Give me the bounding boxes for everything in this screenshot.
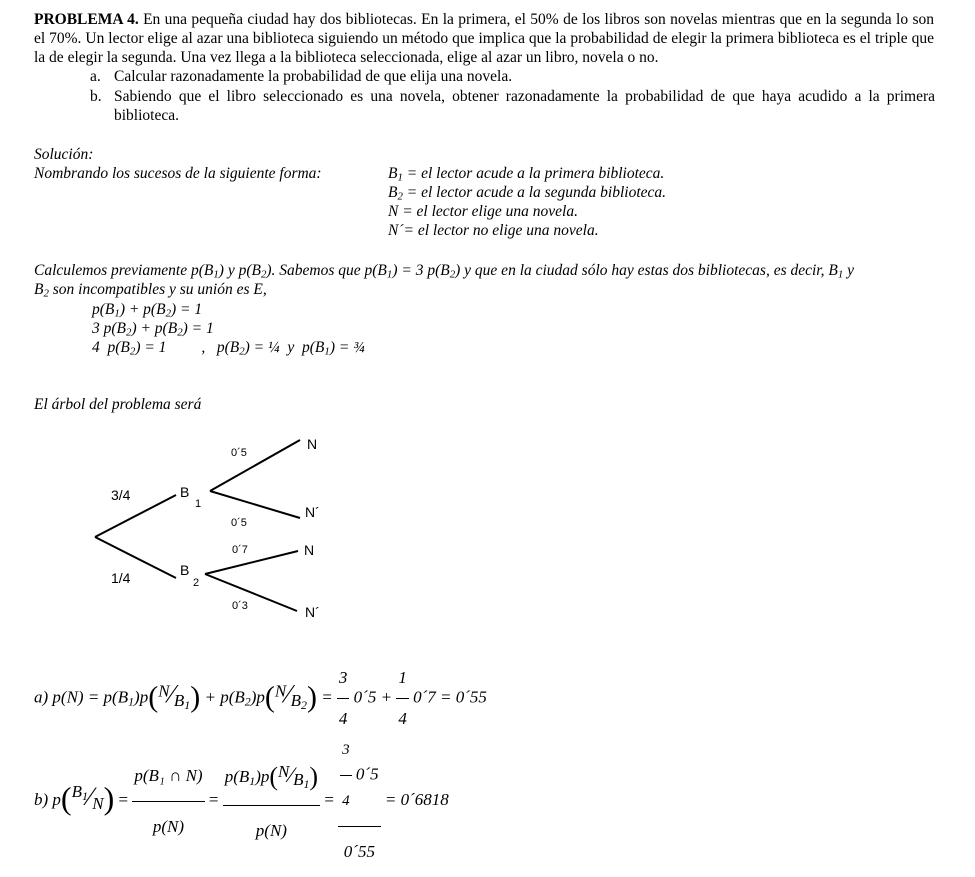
problem-text: En una pequeña ciudad hay dos bibliotecas. En la primera, el 50% de los libros son novelas mientras que en la segunda lo son el 70%. Un lector elige al azar una biblioteca siguiendo un método que implica que la probabilidad de elegir la primera biblioteca es el triple que la de elegir la segunda. Una vez llega a la biblioteca seleccionada, elige al azar un libro, novela o no. [34, 11, 934, 66]
prob-n-given-b1: 0´5 [231, 447, 247, 459]
leaf-notn-b1: N´ [305, 504, 320, 520]
naming-intro: Nombrando los sucesos de la siguiente forma: [34, 165, 322, 182]
solution-label: Solución: [34, 146, 94, 163]
equation-3: 4 $p(B_2) = 1$ , $p(B_2)$ = ¼ y $p(B_1)$ = ¾ [92, 339, 365, 358]
tree-intro: El árbol del problema será [34, 396, 202, 413]
fraction-3-4: $\frac{3}{4}$ [337, 658, 350, 739]
prob-b1-label: 3/4 [111, 487, 131, 503]
event-b1: $B_1$ = el lector acude a la primera biblioteca. [388, 165, 665, 184]
branch-b1-n [210, 440, 300, 491]
fraction-numeric: $\frac{3}{4}$ 0´5 0´55 [338, 725, 380, 877]
calc-line-2: $B_2$ son incompatibles y su unión es E, [34, 281, 267, 300]
calc-line-1: Calculemos previamente $p(B_1)$ y $p(B_2)$. Sabemos que $p(B_1) = 3$ $p(B_2)$ y que en la ciudad sólo hay estas dos bibliotecas, es decir, $B_1$ y [34, 262, 855, 281]
fraction-bayes: $\frac{p(B_1)p(N⁄B_1)}{p(N)}$ [223, 747, 320, 856]
equation-2: 3 $p(B_2) + p(B_2) = 1$ [92, 320, 214, 339]
prob-notn-given-b2: 0´3 [232, 600, 248, 612]
item-text: Sabiendo que el libro seleccionado es una novela, obtener razonadamente la probabilidad de que haya acudido a la primera biblioteca. [114, 88, 935, 124]
branch-root-b2 [95, 537, 176, 578]
fraction-conditional: $\frac{\text{p(B₁ ∩ N)}}{p(N)}$ [132, 751, 204, 852]
event-n: N = el lector elige una novela. [388, 203, 578, 220]
node-b2-sub: 2 [193, 577, 200, 589]
branch-b2-n [205, 551, 298, 574]
answer-b: b) $p(B_1⁄N)$ = $\frac{\text{p(B₁ ∩ N)}}{p(N)}$ = $\frac{p(B_1)p(N⁄B_1)}{p(N)}$ = $\frac{3}{4}$ 0´5 0´55 = 0´6818 [34, 725, 449, 877]
answer-a: a) $p(N) = p(B_1)p(N⁄B_1)$ + $p(B_2)p(N⁄B_2)$ = $\frac{3}{4}$ 0´5 + $\frac{1}{4}$ 0´7 = 0´55 [34, 658, 487, 739]
prob-n-given-b2: 0´7 [232, 544, 248, 556]
node-b2: B [180, 562, 190, 578]
prob-b2-label: 1/4 [111, 570, 131, 586]
event-not-n: N´= el lector no elige una novela. [388, 222, 599, 239]
leaf-n-b2: N [304, 542, 315, 558]
fraction-1-4: $\frac{1}{4}$ [396, 658, 409, 739]
problem-heading: PROBLEMA 4. [34, 11, 139, 28]
node-b1-sub: 1 [195, 498, 202, 510]
branch-root-b1 [95, 495, 176, 537]
item-marker: a. [90, 68, 101, 85]
branch-b1-notn [210, 491, 300, 518]
equation-1: $p(B_1) + p(B_2) = 1$ [92, 301, 203, 320]
prob-notn-given-b1: 0´5 [231, 517, 247, 529]
item-marker: b. [90, 88, 102, 105]
event-b2: $B_2$ = el lector acude a la segunda biblioteca. [388, 184, 667, 203]
branch-b2-notn [205, 574, 297, 611]
leaf-n-b1: N [307, 436, 318, 452]
leaf-notn-b2: N´ [305, 604, 320, 620]
item-text: Calcular razonadamente la probabilidad de que elija una novela. [114, 68, 513, 85]
node-b1: B [180, 484, 190, 500]
